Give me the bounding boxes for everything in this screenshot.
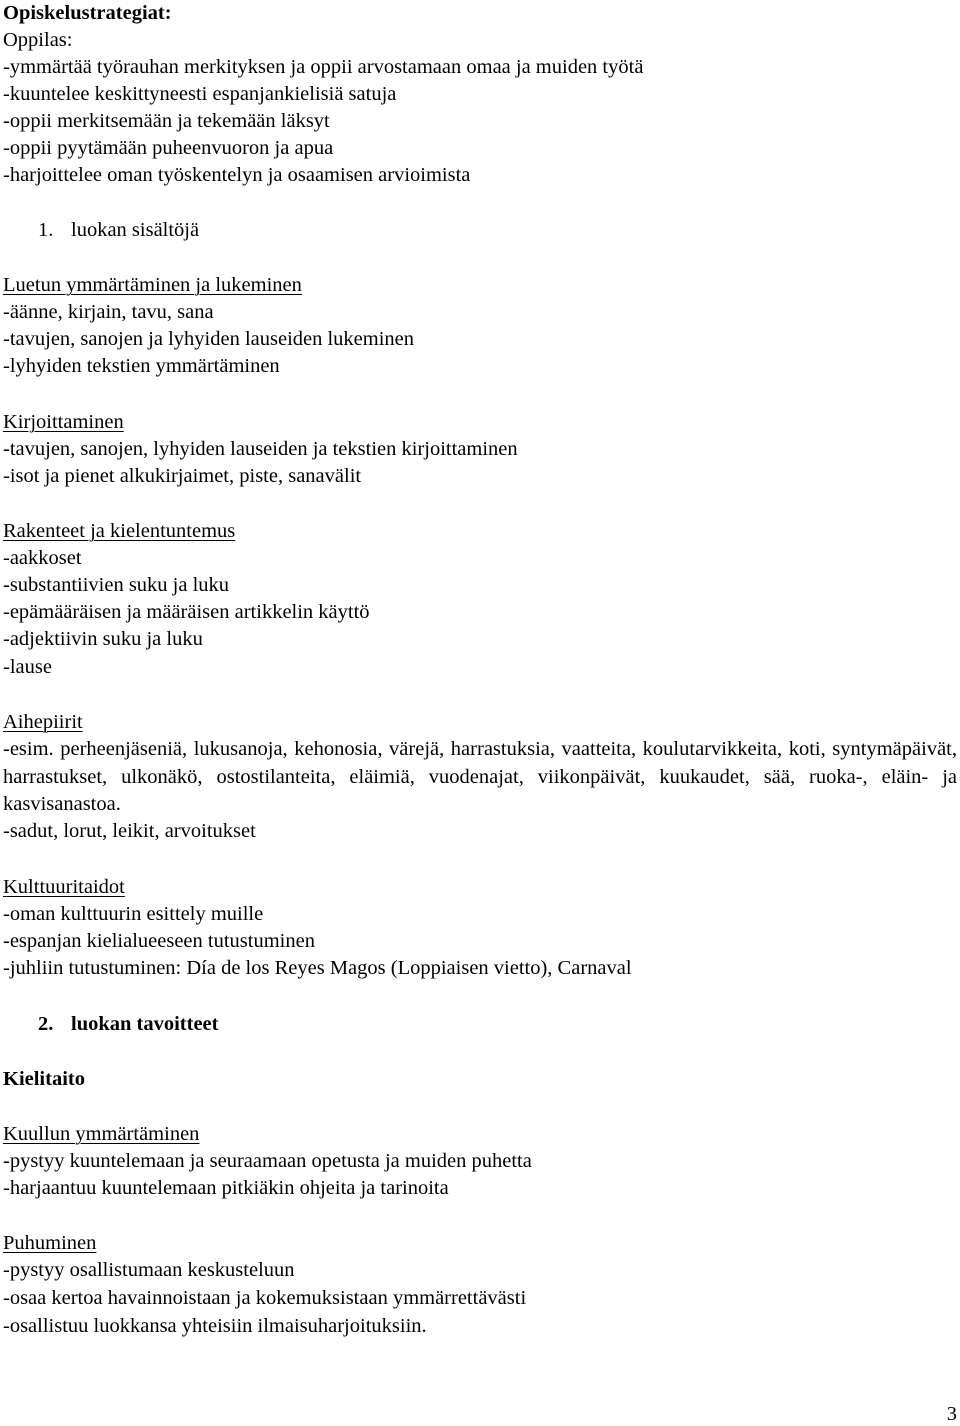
- structures-item: -adjektiivin suku ja luku: [3, 628, 203, 650]
- reading-item: -tavujen, sanojen ja lyhyiden lauseiden lukeminen: [3, 328, 415, 350]
- strategies-item: -oppii merkitsemään ja tekemään läksyt: [3, 110, 330, 132]
- strategies-item: -oppii pyytämään puheenvuoron ja apua: [3, 137, 334, 159]
- grade1-heading-text: luokan sisältöjä: [71, 219, 200, 241]
- reading-item: -äänne, kirjain, tavu, sana: [3, 301, 214, 323]
- themes-paragraph: -esim. perheenjäseniä, lukusanoja, kehonosia, värejä, harrastuksia, vaatteita, koulutarvikkeita, koti, syntymäpäivät, harrastukset, ulkonäkö, ostostilanteita, eläimiä, vuodenajat, viikonpäivät, kuukaudet, sää, ruoka-, eläin- ja kasvisanastoa.: [3, 738, 957, 815]
- listening-item: -pystyy kuuntelemaan ja seuraamaan opetusta ja muiden puhetta: [3, 1150, 532, 1172]
- grade1-heading: [38, 217, 199, 244]
- strategies-item: -kuuntelee keskittyneesti espanjankielisiä satuja: [3, 83, 397, 105]
- structures-item: -aakkoset: [3, 547, 82, 569]
- culture-item: -espanjan kielialueeseen tutustuminen: [3, 930, 315, 952]
- grade2-number: 2.: [38, 1013, 54, 1035]
- page-number: 3: [946, 1403, 957, 1425]
- structures-item: -lause: [3, 656, 52, 678]
- reading-item: -lyhyiden tekstien ymmärtäminen: [3, 355, 280, 377]
- structures-item: -epämääräisen ja määräisen artikkelin käyttö: [3, 601, 370, 623]
- grade2-heading-text: luokan tavoitteet: [71, 1013, 219, 1035]
- speaking-item: -osallistuu luokkansa yhteisiin ilmaisuharjoituksiin.: [3, 1315, 427, 1337]
- listening-item: -harjaantuu kuuntelemaan pitkiäkin ohjeita ja tarinoita: [3, 1177, 449, 1199]
- strategies-item: -harjoittelee oman työskentelyn ja osaamisen arvioimista: [3, 164, 471, 186]
- writing-heading: Kirjoittaminen: [3, 411, 124, 433]
- structures-heading: Rakenteet ja kielentuntemus: [3, 520, 236, 542]
- speaking-item: -pystyy osallistumaan keskusteluun: [3, 1259, 295, 1281]
- speaking-item: -osaa kertoa havainnoistaan ja kokemuksistaan ymmärrettävästi: [3, 1287, 527, 1309]
- writing-item: -isot ja pienet alkukirjaimet, piste, sanavälit: [3, 465, 362, 487]
- speaking-heading: Puhuminen: [3, 1232, 97, 1254]
- themes-heading: Aihepiirit: [3, 711, 83, 733]
- culture-item: -oman kulttuurin esittely muille: [3, 903, 264, 925]
- grade2-heading: [38, 1011, 218, 1038]
- writing-item: -tavujen, sanojen, lyhyiden lauseiden ja tekstien kirjoittaminen: [3, 438, 518, 460]
- structures-item: -substantiivien suku ja luku: [3, 574, 230, 596]
- strategies-title: Opiskelustrategiat:: [3, 2, 172, 24]
- listening-heading: Kuullun ymmärtäminen: [3, 1123, 200, 1145]
- language-skill-heading: Kielitaito: [3, 1068, 85, 1090]
- themes-item: -sadut, lorut, leikit, arvoitukset: [3, 820, 256, 842]
- reading-heading: Luetun ymmärtäminen ja lukeminen: [3, 274, 302, 296]
- grade1-number: 1.: [38, 219, 54, 241]
- culture-heading: Kulttuuritaidot: [3, 876, 125, 898]
- strategies-subtitle: Oppilas:: [3, 29, 73, 51]
- culture-item: -juhliin tutustuminen: Día de los Reyes Magos (Loppiaisen vietto), Carnaval: [3, 957, 632, 979]
- strategies-item: -ymmärtää työrauhan merkityksen ja oppii arvostamaan omaa ja muiden työtä: [3, 56, 644, 78]
